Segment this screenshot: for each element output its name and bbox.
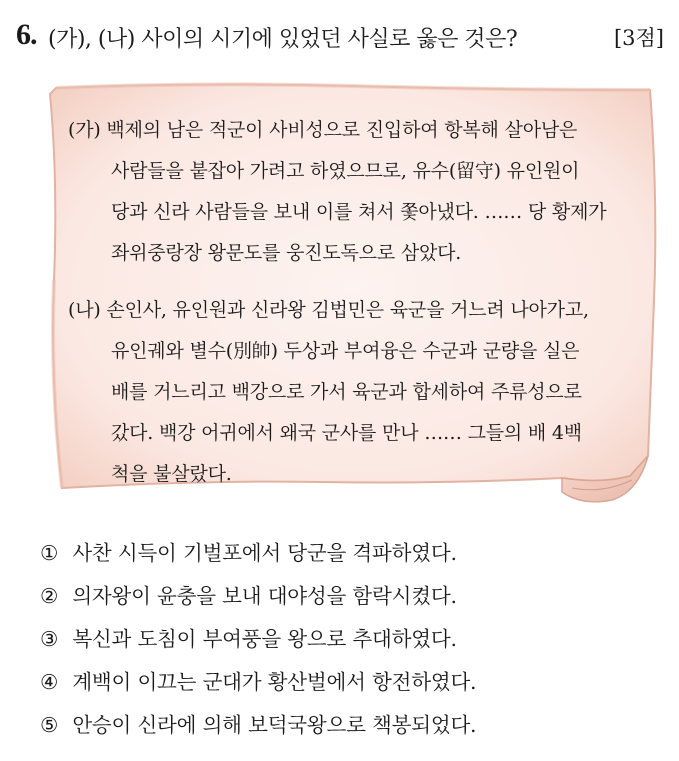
option-number: ② [40, 584, 59, 608]
question-points: [3점] [613, 26, 664, 50]
option-number: ① [40, 541, 59, 565]
answer-option-4[interactable] [40, 661, 660, 704]
answer-option-2[interactable] [40, 575, 660, 618]
source-line: (나) 손인사, 유인원과 신라왕 김법민은 육군을 거느려 나아가고, [68, 299, 589, 321]
source-line: 사람들을 붙잡아 가려고 하였으므로, 유수(留守) 유인원이 [111, 160, 580, 182]
answer-options [40, 532, 660, 747]
answer-option-3[interactable] [40, 618, 660, 661]
option-text: 계백이 이끄는 군대가 황산벌에서 항전하였다. [72, 670, 477, 694]
question-text: (가), (나) 사이의 시기에 있었던 사실로 옳은 것은? [48, 27, 518, 52]
answer-option-5[interactable] [40, 704, 660, 747]
source-ga [68, 110, 643, 274]
source-line: 배를 거느리고 백강으로 가서 육군과 합세하여 주류성으로 [111, 381, 582, 403]
answer-option-1[interactable] [40, 532, 660, 575]
source-line: (가) 백제의 남은 적군이 사비성으로 진입하여 항복해 살아남은 [68, 119, 578, 141]
question-number: 6. [16, 18, 37, 51]
option-number: ⑤ [40, 713, 59, 737]
option-text: 사찬 시득이 기벌포에서 당군을 격파하였다. [72, 541, 457, 565]
source-scroll [42, 80, 664, 510]
source-line: 좌위중랑장 왕문도를 웅진도독으로 삼았다. [111, 242, 462, 264]
option-text: 복신과 도침이 부여풍을 왕으로 추대하였다. [72, 627, 457, 651]
question-header [16, 14, 664, 54]
source-line: 당과 신라 사람들을 보내 이를 쳐서 쫓아냈다. …… 당 황제가 [111, 201, 607, 223]
option-number: ④ [40, 670, 59, 694]
option-text: 의자왕이 윤충을 보내 대야성을 함락시켰다. [72, 584, 457, 608]
source-line: 유인궤와 별수(別帥) 두상과 부여융은 수군과 군량을 실은 [111, 340, 580, 362]
source-na [68, 290, 643, 495]
source-line: 척을 불살랐다. [111, 463, 232, 485]
option-text: 안승이 신라에 의해 보덕국왕으로 책봉되었다. [72, 713, 477, 737]
option-number: ③ [40, 627, 59, 651]
source-line: 갔다. 백강 어귀에서 왜국 군사를 만나 …… 그들의 배 4백 [111, 422, 582, 444]
